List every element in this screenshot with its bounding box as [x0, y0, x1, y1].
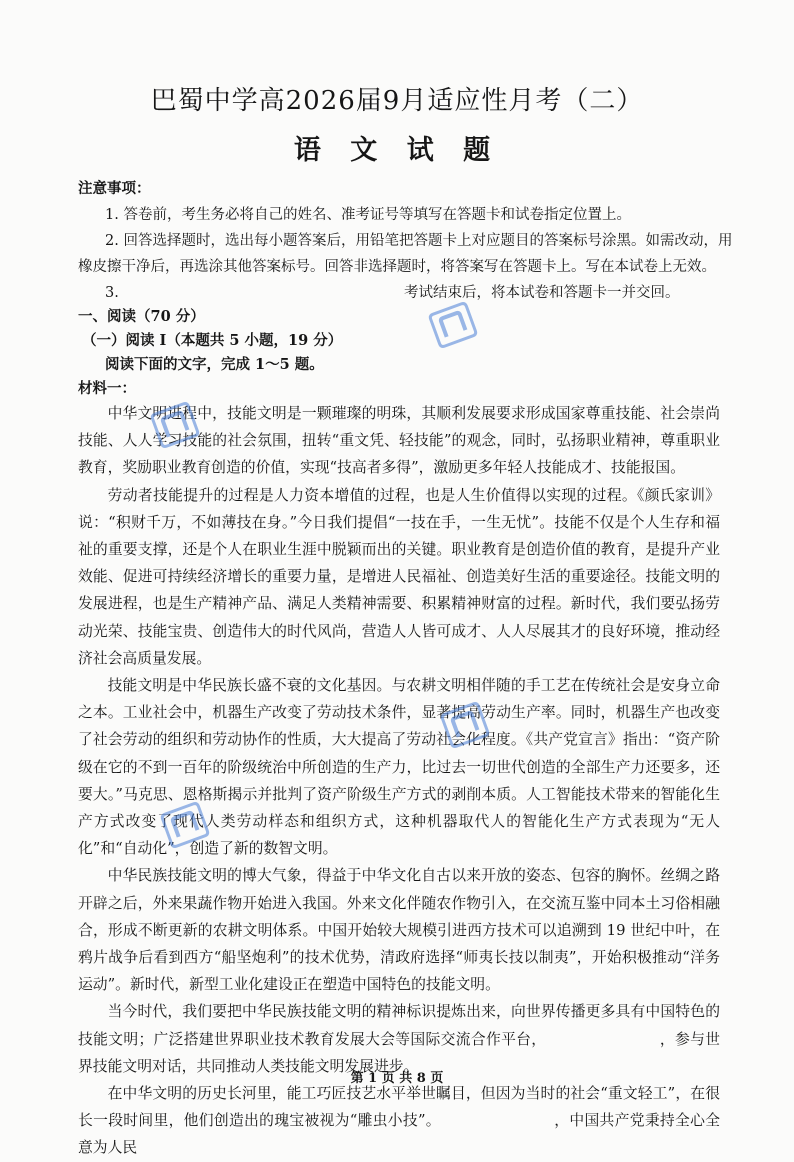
subsection-heading: （一）阅读 I（本题共 5 小题，19 分） [82, 332, 343, 349]
section-heading: 一、阅读（70 分） [78, 308, 205, 325]
notice-heading: 注意事项： [78, 180, 151, 197]
watermark-logo-icon [160, 800, 210, 850]
watermark-logo-icon [428, 300, 478, 350]
notice-item-3-number: 3. [105, 285, 119, 301]
material-body [78, 400, 720, 1162]
paragraph: 中华文明进程中，技能文明是一颗璀璨的明珠，其顺利发展要求形成国家尊重技能、社会崇尚技能、人人学习技能的社会氛围，扭转“重文凭、轻技能”的观念，同时，弘扬职业精神，尊重职业教育，奖励职业教育创造的价值，实现“技高者多得”，激励更多年轻人技能成才、技能报国。 [78, 405, 720, 477]
paragraph: 在中华文明的历史长河里，能工巧匠技艺水平举世瞩目，但因为当时的社会“重文轻工”，在很长一段时间里，他们创造出的瑰宝被视为“雕虫小技”。 ，中国共产党秉持全心全意为人民 [78, 1085, 720, 1157]
notice-item-2-line-1: 2. 回答选择题时，选出每小题答案后，用铅笔把答题卡上对应题目的答案标号涂黑。如需改动，用 [105, 233, 733, 249]
watermark-logo-icon [440, 700, 490, 750]
exam-title: 巴蜀中学高2026届9月适应性月考（二） [150, 86, 644, 116]
reading-instruction: 阅读下面的文字，完成 1～5 题。 [105, 356, 324, 373]
material-label: 材料一： [78, 380, 136, 397]
paragraph: 劳动者技能提升的过程是人力资本增值的过程，也是人生价值得以实现的过程。《颜氏家训》说：“积财千万，不如薄技在身。”今日我们提倡“一技在手，一生无忧”。技能不仅是个人生存和福祉的重要支撑，还是个人在职业生涯中脱颖而出的关键。职业教育是创造价值的教育，是提升产业效能、促进可持续经济增长的重要力量，是增进人民福祉、创造美好生活的重要途径。技能文明的发展进程，也是生产精神产品、满足人类精神需要、积累精神财富的过程。新时代，我们要弘扬劳动光荣、技能宝贵、创造伟大的时代风尚，营造人人皆可成才、人人尽展其才的良好环境，推动经济社会高质量发展。 [78, 486, 720, 667]
notice-item-3-text: 考试结束后，将本试卷和答题卡一并交回。 [404, 285, 680, 301]
paragraph: 技能文明是中华民族长盛不衰的文化基因。与农耕文明相伴随的手工艺在传统社会是安身立命之本。工业社会中，机器生产改变了劳动技术条件，显著提高劳动生产率。同时，机器生产也改变了社会劳动的组织和劳动协作的性质，大大提高了劳动社会化程度。《共产党宣言》指出：“资产阶级在它的不到一百年的阶级统治中所创造的生产力，比过去一切世代创造的全部生产力还要多，还要大。”马克思、恩格斯揭示并批判了资产阶级生产方式的剥削本质。人工智能技术带来的智能化生产方式改变了现代人类劳动样态和组织方式，这种机器取代人的智能化生产方式表现为“无人化”和“自动化”，创造了新的数智文明。 [78, 677, 720, 858]
watermark-logo-icon [150, 400, 200, 450]
notice-item-1: 1. 答卷前，考生务必将自己的姓名、准考证号等填写在答题卡和试卷指定位置上。 [105, 207, 631, 223]
page-footer: 第 1 页 共 8 页 [350, 1071, 444, 1086]
paragraph: 中华民族技能文明的博大气象，得益于中华文化自古以来开放的姿态、包容的胸怀。丝绸之路开辟之后，外来果蔬作物开始进入我国。外来文化伴随农作物引入，在交流互鉴中同本土习俗相融合，形成不断更新的农耕文明体系。中国开始较大规模引进西方技术可以追溯到 19 世纪中叶，在鸦片战争后看到西方“船坚炮利”的技术优势，清政府选择“师夷长技以制夷”，开始积极推动“洋务运动”。新时代，新型工业化建设正在塑造中国特色的技能文明。 [78, 867, 720, 994]
paragraph: 当今时代，我们要把中华民族技能文明的精神标识提炼出来，向世界传播更多具有中国特色的技能文明；广泛搭建世界职业技术教育发展大会等国际交流合作平台， ，参与世界技能文明对话，共同推动人类技能文明发展进步。 [78, 1003, 720, 1075]
subject-title: 语 文 试 题 [293, 135, 501, 166]
notice-item-2-line-2: 橡皮擦干净后，再选涂其他答案标号。回答非选择题时，将答案写在答题卡上。写在本试卷上无效。 [78, 259, 716, 275]
